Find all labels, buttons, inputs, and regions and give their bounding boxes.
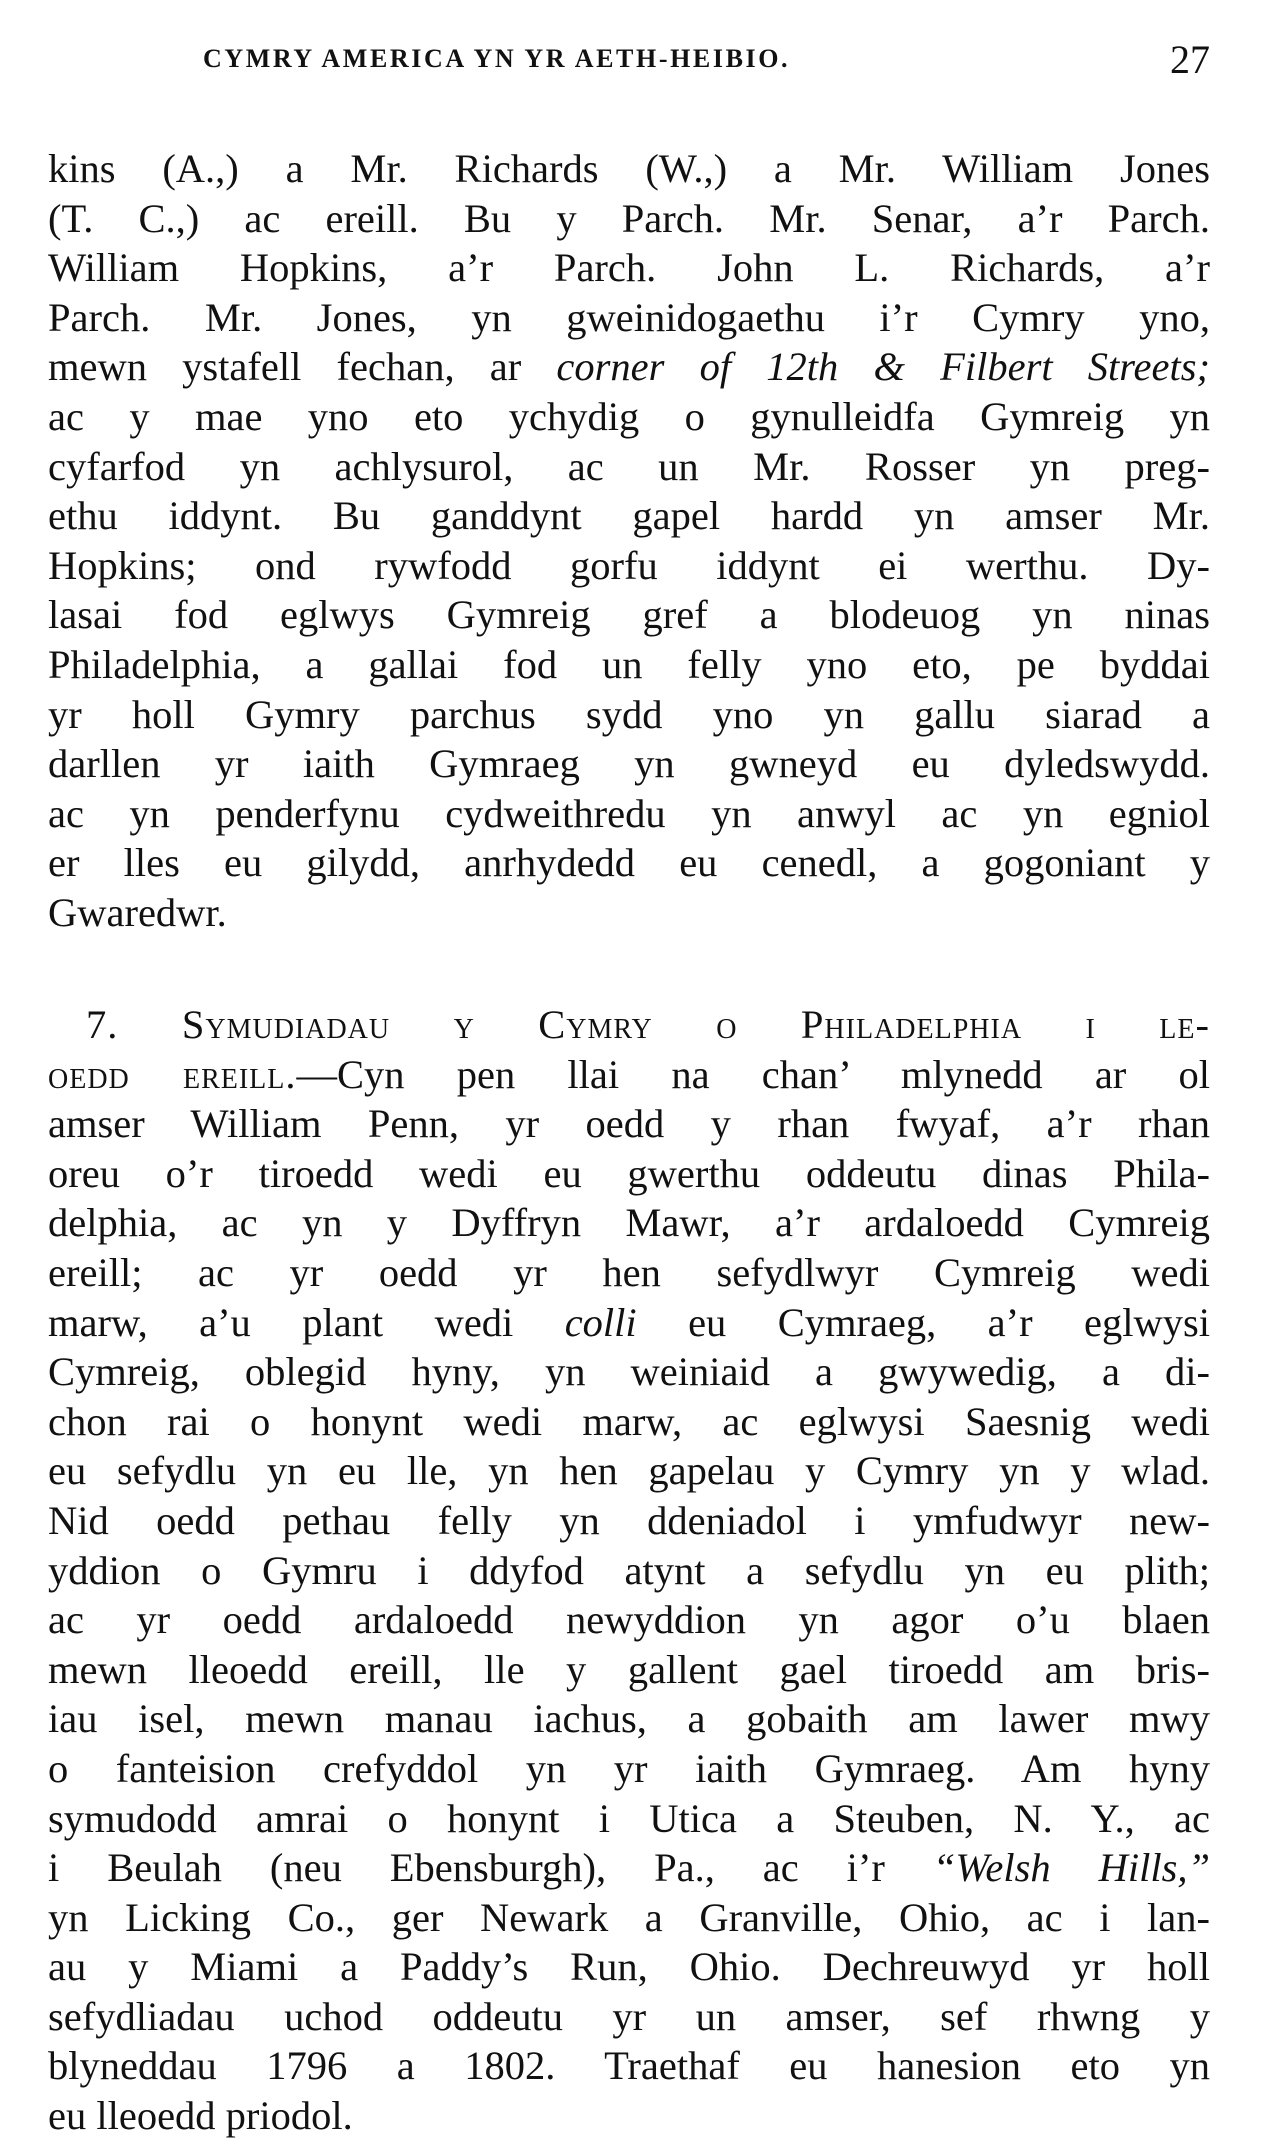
text-line: kins (A.,) a Mr. Richards (W.,) a Mr. William Jones [48, 146, 1210, 191]
italic-place-name: “Welsh Hills,” [932, 1845, 1211, 1891]
running-title: CYMRY AMERICA YN YR AETH-HEIBIO. [203, 44, 791, 73]
italic-word: colli [564, 1299, 637, 1345]
text-line: mewn lleoedd ereill, lle y gallent gael tiroedd am bris- [48, 1646, 1210, 1692]
section-heading [48, 1000, 1210, 1050]
text-line: ac y mae yno eto ychydig o gynulleidfa Gymreig yn [48, 393, 1210, 439]
text-line: chon rai o honynt wedi marw, ac eglwysi Saesnig wedi [48, 1398, 1210, 1444]
section-heading-text: 7. Symudiadau y Cymry o Philadelphia i le- [86, 1002, 1210, 1047]
text-line: symudodd amrai o honynt i Utica a Steuben, N. Y., ac [48, 1795, 1210, 1841]
text-line: er lles eu gilydd, anrhydedd eu cenedl, a gogoniant y [48, 840, 1210, 886]
italic-address: corner of 12th & Filbert Streets; [556, 344, 1210, 390]
text-line: sefydliadau uchod oddeutu yr un amser, sef rhwng y [48, 1993, 1210, 2039]
text-line: yn Licking Co., ger Newark a Granville, Ohio, ac i lan- [48, 1894, 1210, 1940]
text-line: ethu iddynt. Bu ganddynt gapel hardd yn amser Mr. [48, 493, 1210, 539]
text-line: Nid oedd pethau felly yn ddeniadol i ymfudwyr new- [48, 1497, 1210, 1543]
text-line: Cymreig, oblegid hyny, yn weiniaid a gwywedig, a di- [48, 1349, 1210, 1395]
text-line: Parch. Mr. Jones, yn gweinidogaethu i’r Cymry yno, [48, 294, 1210, 340]
text-line: Hopkins; ond rywfodd gorfu iddynt ei werthu. Dy- [48, 542, 1210, 588]
text-line [48, 1050, 1210, 1100]
text-line: au y Miami a Paddy’s Run, Ohio. Dechreuwyd yr holl [48, 1944, 1210, 1990]
text-line: blyneddau 1796 a 1802. Traethaf eu hanesion eto yn [48, 2043, 1210, 2089]
text-line: darllen yr iaith Gymraeg yn gwneyd eu dyledswydd. [48, 741, 1210, 787]
text-line: eu lleoedd priodol. [48, 2093, 353, 2139]
text-line: oreu o’r tiroedd wedi eu gwerthu oddeutu dinas Phila- [48, 1150, 1210, 1196]
paragraph-2 [48, 1000, 1210, 2141]
text-line [48, 1843, 1210, 1893]
running-head [48, 36, 1210, 88]
text-line: yddion o Gymru i ddyfod atynt a sefydlu yn eu plith; [48, 1547, 1210, 1593]
text-line: delphia, ac yn y Dyffryn Mawr, a’r ardaloedd Cymreig [48, 1200, 1210, 1246]
text-line: iau isel, mewn manau iachus, a gobaith am lawer mwy [48, 1696, 1210, 1742]
text-segment: mewn ystafell fechan, ar [48, 344, 522, 390]
text-line [48, 1298, 1210, 1348]
paragraph-1 [48, 144, 1210, 938]
text-line: amser William Penn, yr oedd y rhan fwyaf, a’r rhan [48, 1101, 1210, 1147]
text-segment: i Beulah (neu Ebensburgh), Pa., ac i’r [48, 1845, 885, 1891]
text-line: (T. C.,) ac ereill. Bu y Parch. Mr. Senar, a’r Parch. [48, 195, 1210, 241]
text-line: lasai fod eglwys Gymreig gref a blodeuog yn ninas [48, 592, 1210, 638]
text-line: o fanteision crefyddol yn yr iaith Gymraeg. Am hyny [48, 1745, 1210, 1791]
text-line: ereill; ac yr oedd yr hen sefydlwyr Cymreig wedi [48, 1249, 1210, 1295]
page-number: 27 [1170, 37, 1210, 82]
text-line: William Hopkins, a’r Parch. John L. Richards, a’r [48, 245, 1210, 291]
text-line [48, 342, 1210, 392]
text-line: cyfarfod yn achlysurol, ac un Mr. Rosser yn preg- [48, 443, 1210, 489]
text-segment: —Cyn pen llai na chan’ mlynedd ar ol [296, 1051, 1210, 1097]
book-page [48, 36, 1211, 2139]
text-line: ac yn penderfynu cydweithredu yn anwyl ac yn egniol [48, 790, 1210, 836]
text-segment: eu Cymraeg, a’r eglwysi [688, 1299, 1210, 1345]
text-line: Gwaredwr. [48, 889, 227, 935]
text-line: Philadelphia, a gallai fod un felly yno eto, pe byddai [48, 641, 1210, 687]
text-line: eu sefydlu yn eu lle, yn hen gapelau y Cymry yn y wlad. [48, 1448, 1210, 1494]
section-heading-text: oedd ereill. [48, 1051, 297, 1097]
text-segment: marw, a’u plant wedi [48, 1299, 514, 1345]
text-line: ac yr oedd ardaloedd newyddion yn agor o’u blaen [48, 1597, 1210, 1643]
text-line: yr holl Gymry parchus sydd yno yn gallu siarad a [48, 691, 1210, 737]
